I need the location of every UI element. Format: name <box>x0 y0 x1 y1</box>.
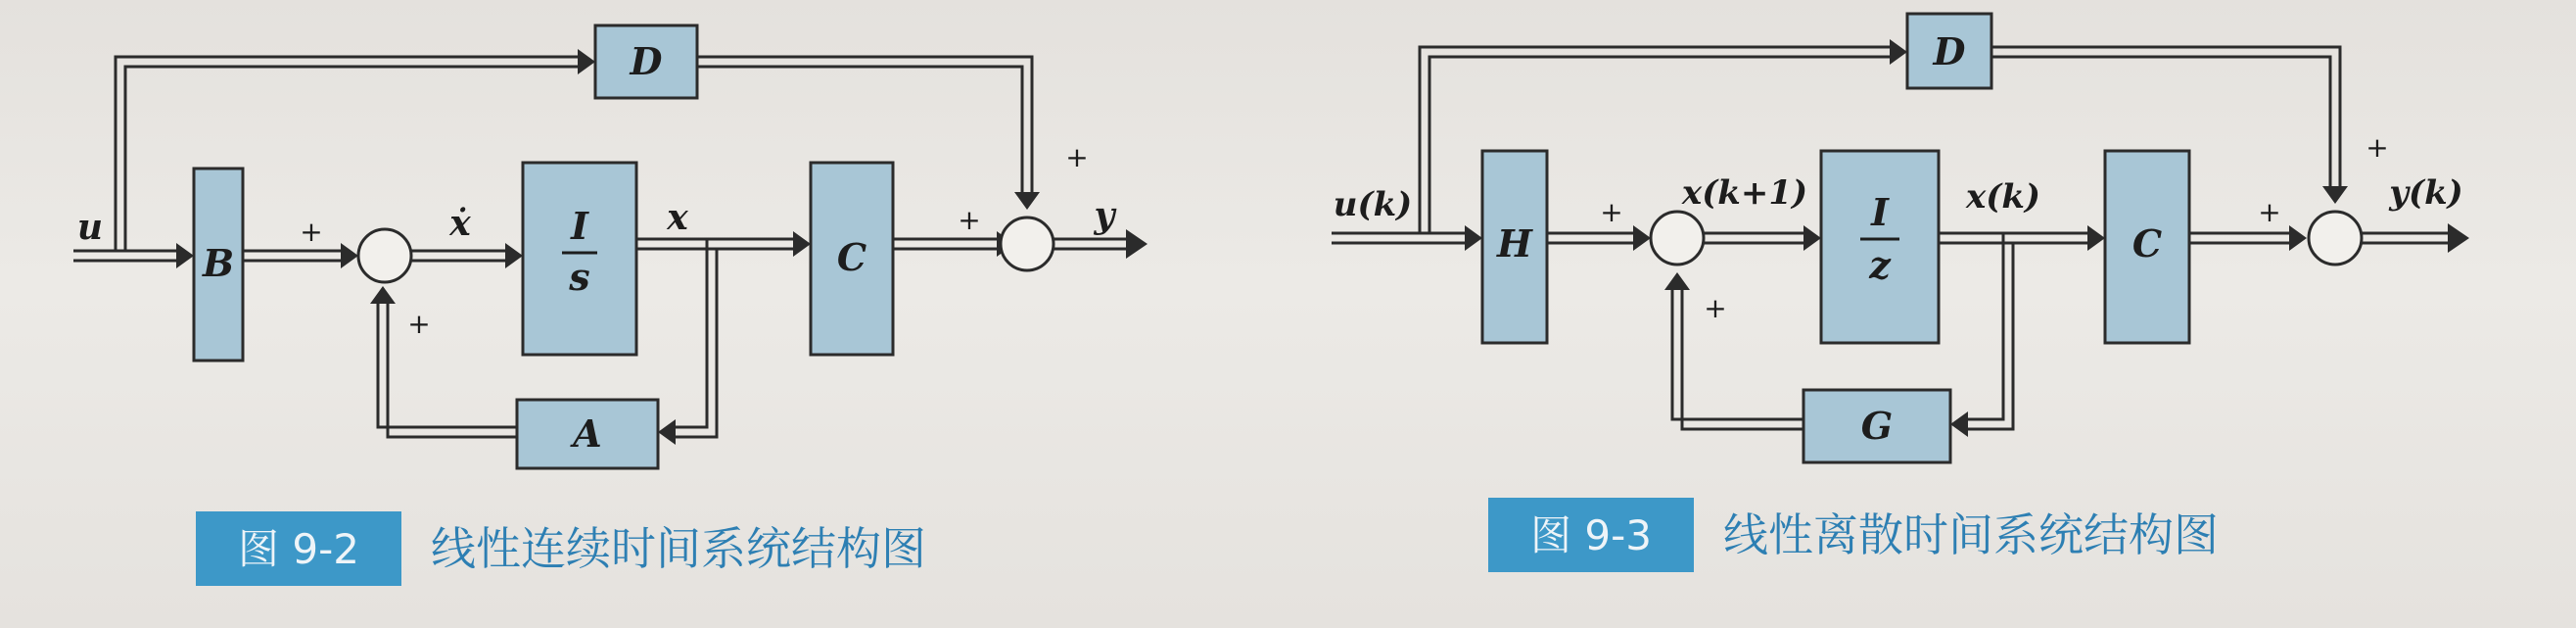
caption-number-9-2: 图 9-2 <box>238 525 359 573</box>
wire-uk-to-H <box>1332 225 1482 251</box>
sign-sum2-feedthrough: + <box>1065 141 1089 173</box>
block-G-label: G <box>1860 404 1894 448</box>
block-H <box>1482 151 1547 343</box>
wire-C-to-sum2 <box>2189 225 2307 251</box>
sign-sum1-input: + <box>300 216 323 248</box>
block-D2-label: D <box>1933 29 1966 73</box>
signal-y-label: y <box>1094 195 1115 236</box>
delay-numerator: I <box>1871 190 1889 234</box>
signal-xk-label: x(k) <box>1965 177 2041 217</box>
block-C <box>811 163 893 355</box>
block-B <box>194 169 243 361</box>
sign-sum1-feedback: + <box>407 308 431 340</box>
caption-title-discrete: 线性离散时间系统结构图 <box>1723 508 2219 561</box>
caption-number-9-3: 图 9-3 <box>1530 511 1652 559</box>
wire-x-to-A <box>658 239 717 445</box>
integrator-denominator: s <box>569 255 590 299</box>
figure-continuous <box>73 25 1147 586</box>
block-H-label: H <box>1497 221 1532 266</box>
wire-integrator-to-C <box>636 231 811 257</box>
delay-denominator: z <box>1869 243 1891 287</box>
block-D-label: D <box>630 39 663 83</box>
wire-delay-to-C <box>1939 225 2105 251</box>
block-C2-label: C <box>2131 221 2163 266</box>
caption-number-badge-9-3 <box>1488 498 1694 572</box>
wire-sum1-to-integrator <box>411 243 523 268</box>
signal-u-label: u <box>76 207 104 248</box>
sign-sum4-feedthrough: + <box>2365 131 2389 164</box>
wire-C-to-sum2 <box>893 231 1014 257</box>
figure-discrete <box>1332 14 2469 572</box>
wire-sum1-to-delay <box>1702 225 1821 251</box>
summing-junction-4 <box>2309 212 2362 265</box>
wire-sum2-to-yk <box>2360 223 2469 253</box>
caption-title-continuous: 线性连续时间系统结构图 <box>431 522 926 575</box>
signal-xk1-label: x(k+1) <box>1681 173 1808 213</box>
block-C-label: C <box>836 235 867 279</box>
block-delay <box>1821 151 1939 343</box>
block-C2 <box>2105 151 2189 343</box>
wire-H-to-sum1 <box>1547 225 1651 251</box>
caption-number-badge-9-2 <box>196 511 401 586</box>
sign-sum3-input: + <box>1600 196 1623 228</box>
sign-sum2-input: + <box>958 204 981 236</box>
block-D <box>595 25 697 98</box>
block-G <box>1803 390 1950 462</box>
block-A-label: A <box>573 411 602 456</box>
block-D2 <box>1907 14 1991 88</box>
signal-x-label: x <box>667 197 688 238</box>
wire-A-to-sum1 <box>370 286 517 437</box>
signal-uk-label: u(k) <box>1333 185 1413 224</box>
summing-junction-1 <box>358 229 411 282</box>
summing-junction-3 <box>1651 212 1704 265</box>
block-A <box>517 400 658 468</box>
signal-xdot-label: ẋ <box>449 203 471 244</box>
signal-yk-label: y(k) <box>2389 173 2463 213</box>
wire-xk-to-G <box>1950 233 2013 437</box>
block-B-label: B <box>202 241 235 285</box>
wire-G-to-sum1 <box>1664 272 1803 429</box>
sign-sum4-input: + <box>2258 196 2281 228</box>
block-integrator <box>523 163 636 355</box>
summing-junction-2 <box>1001 217 1054 270</box>
sign-sum3-feedback: + <box>1704 292 1727 324</box>
integrator-numerator: I <box>571 204 588 248</box>
